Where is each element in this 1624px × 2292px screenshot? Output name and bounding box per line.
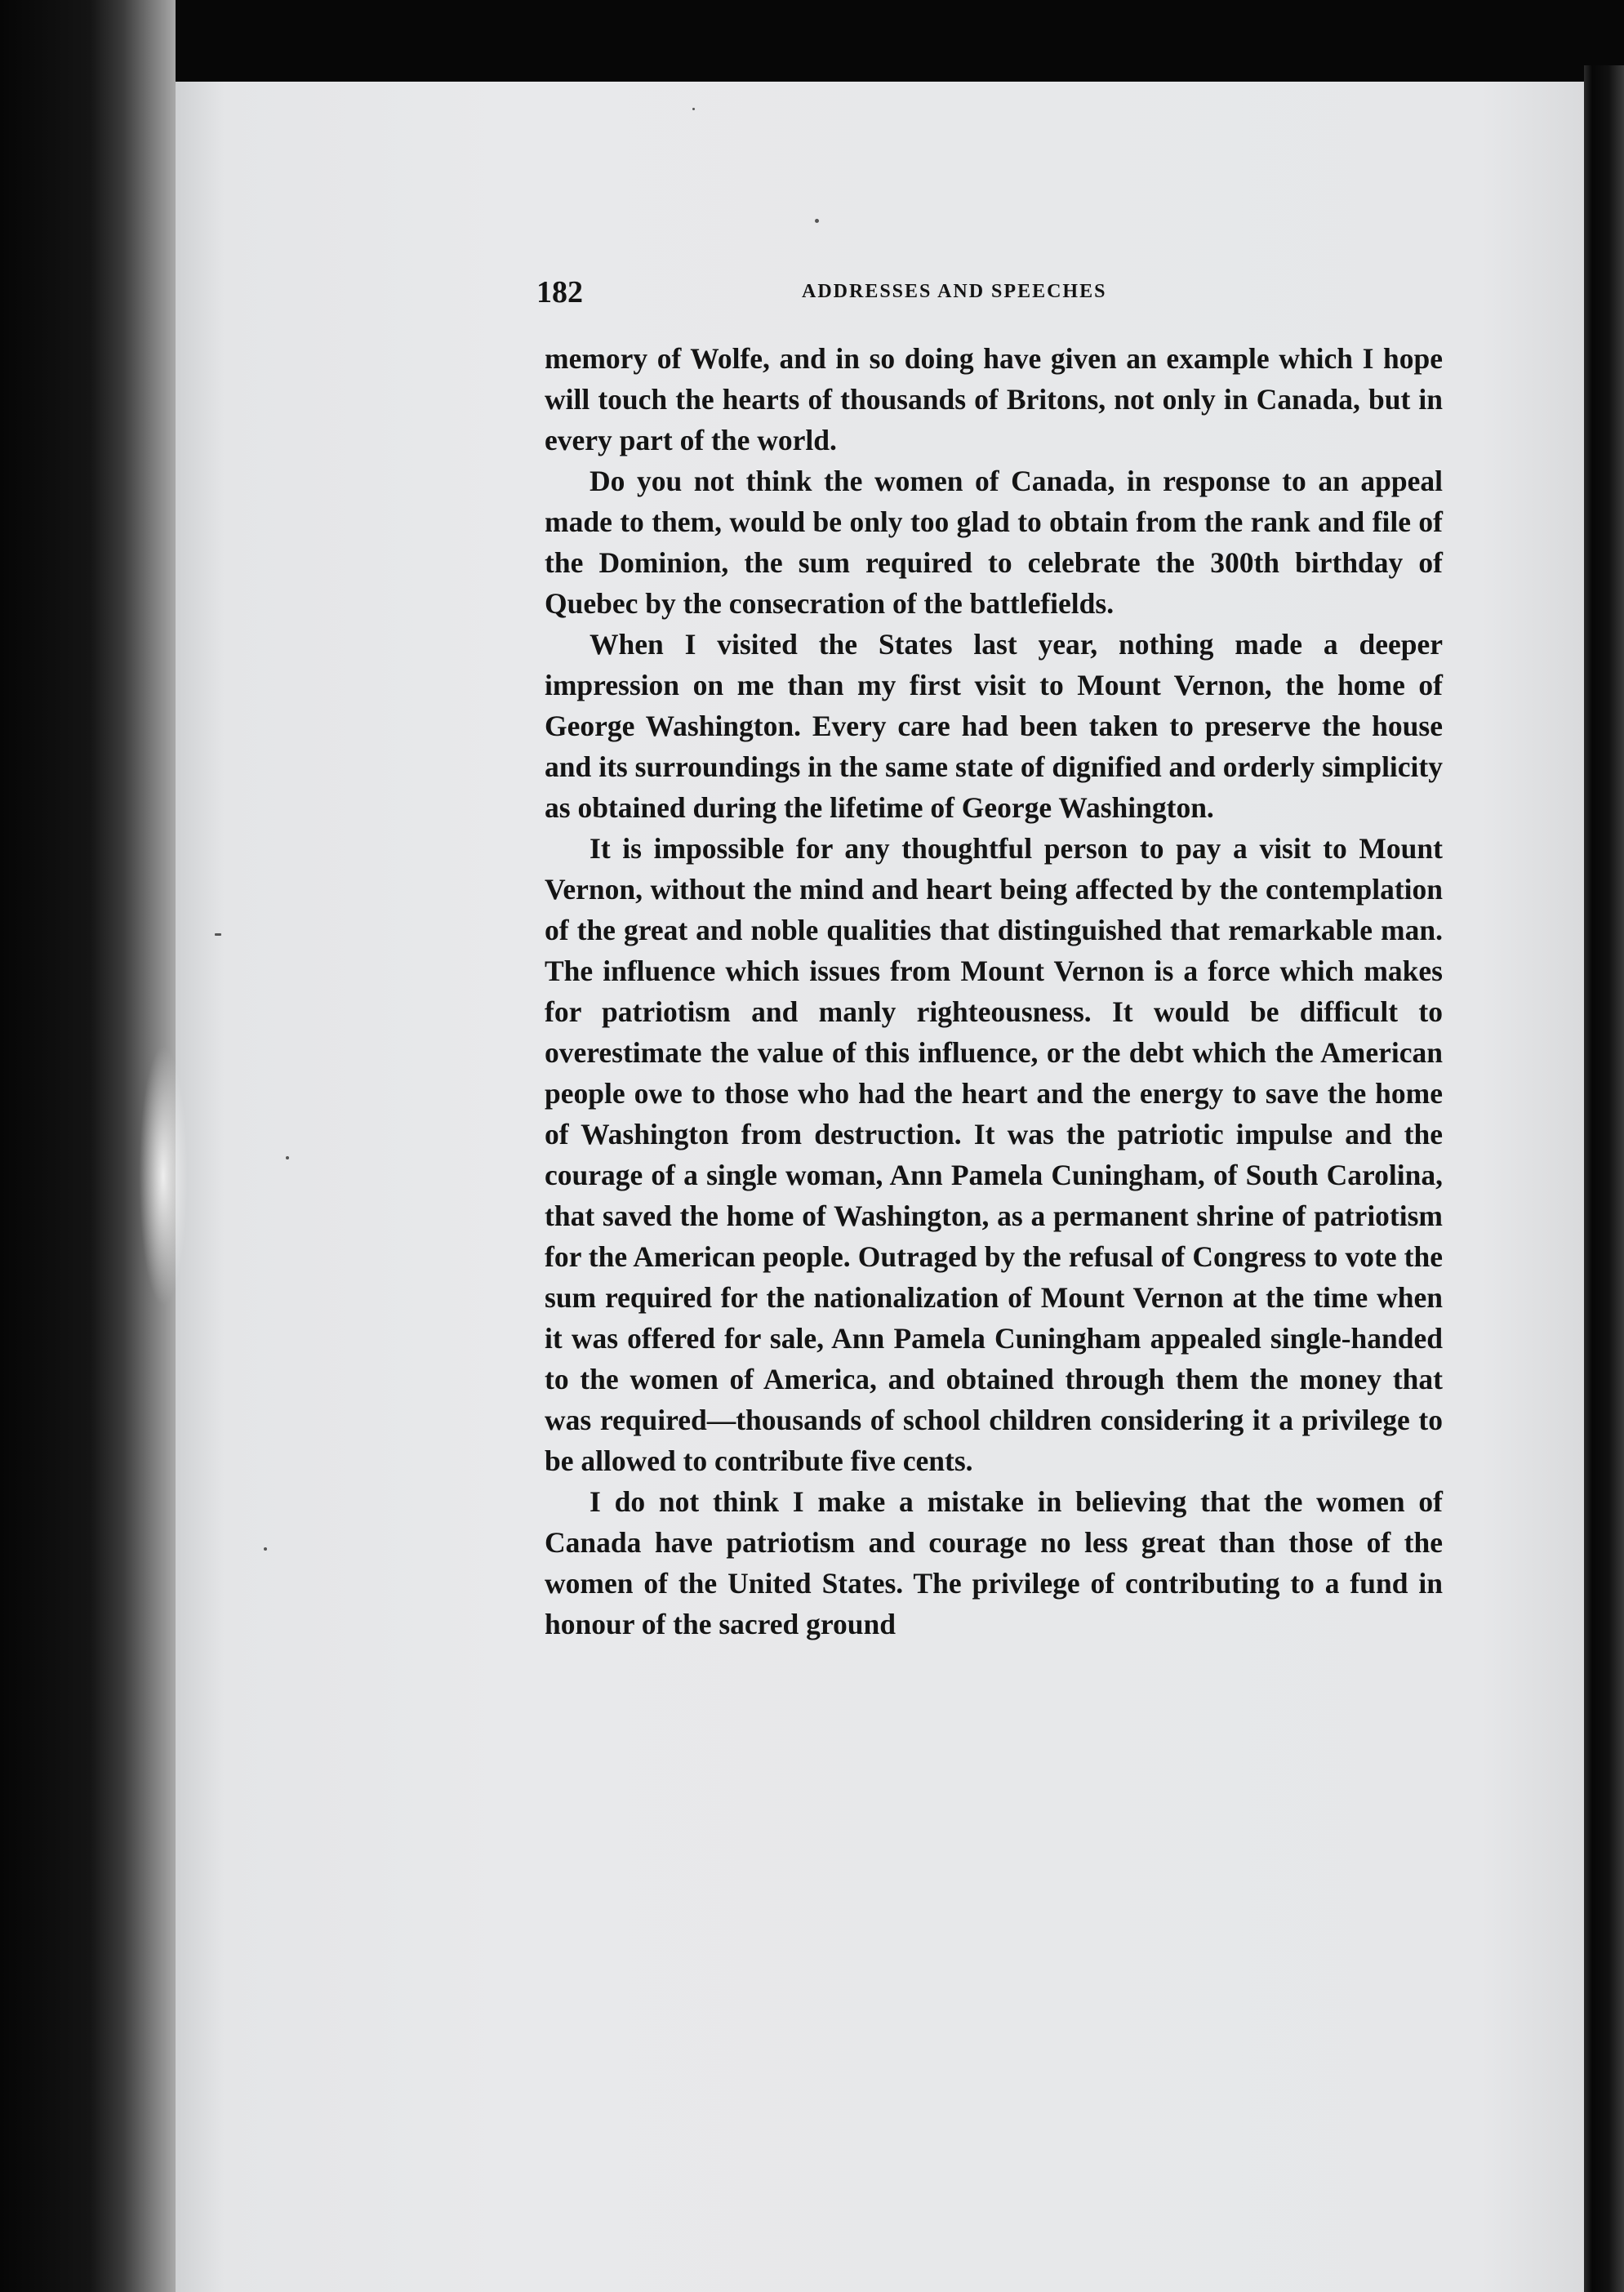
running-head bbox=[536, 274, 1443, 323]
paragraph-2: Do you not think the women of Canada, in response to an appeal made to them, would be only too glad to obtain from the rank and file of the Dominion, the sum required to celebrate the 300th birthday of Quebec by the consecration of the battlefields. bbox=[545, 465, 1443, 620]
scanner-top-border bbox=[0, 0, 1624, 82]
paragraph-1: memory of Wolfe, and in so doing have given an example which I hope will touch the hearts of thousands of Britons, not only in Canada, but in every part of the world. bbox=[545, 342, 1443, 456]
scan-speck bbox=[692, 108, 695, 110]
running-head-title: ADDRESSES AND SPEECHES bbox=[802, 281, 1107, 302]
paragraph-5: I do not think I make a mistake in believing that the women of Canada have patriotism and courage no less great than those of the women of the United States. The privilege of contributing to a fund in honour of the sacred ground bbox=[545, 1485, 1443, 1640]
paragraph-4: It is impossible for any thoughtful person to pay a visit to Mount Vernon, without the mind and heart being affected by the contemplation of the great and noble qualities that distinguished that remarkable man. The influence which issues from Mount Vernon is a force which makes for patriotism and manly righteousness. It would be difficult to overestimate the value of this influence, or the debt which the American people owe to those who had the heart and the energy to save the home of Washington from destruction. It was the patriotic impulse and the courage of a single woman, Ann Pamela Cuningham, of South Carolina, that saved the home of Washington, as a permanent shrine of patriotism for the American people. Outraged by the refusal of Congress to vote the sum required for the nationalization of Mount Vernon at the time when it was offered for sale, Ann Pamela Cuningham appealed single-handed to the women of America, and obtained through them the money that was required—thousands of school children considering it a privilege to be allowed to contribute five cents. bbox=[545, 832, 1443, 1477]
scan-speck bbox=[264, 1547, 267, 1551]
scan-glare bbox=[139, 1045, 188, 1306]
page-right-edge bbox=[1584, 65, 1624, 2292]
scan-speck bbox=[286, 1156, 289, 1159]
scan-speck bbox=[215, 933, 221, 936]
body-text bbox=[545, 338, 1443, 1644]
scan-speck bbox=[815, 219, 819, 223]
page-number: 182 bbox=[536, 275, 583, 309]
paragraph-3: When I visited the States last year, nothing made a deeper impression on me than my first visit to Mount Vernon, the home of George Washington. Every care had been taken to preserve the house and its surroundings in the same state of dignified and orderly simplicity as obtained during the lifetime of George Washington. bbox=[545, 628, 1443, 824]
